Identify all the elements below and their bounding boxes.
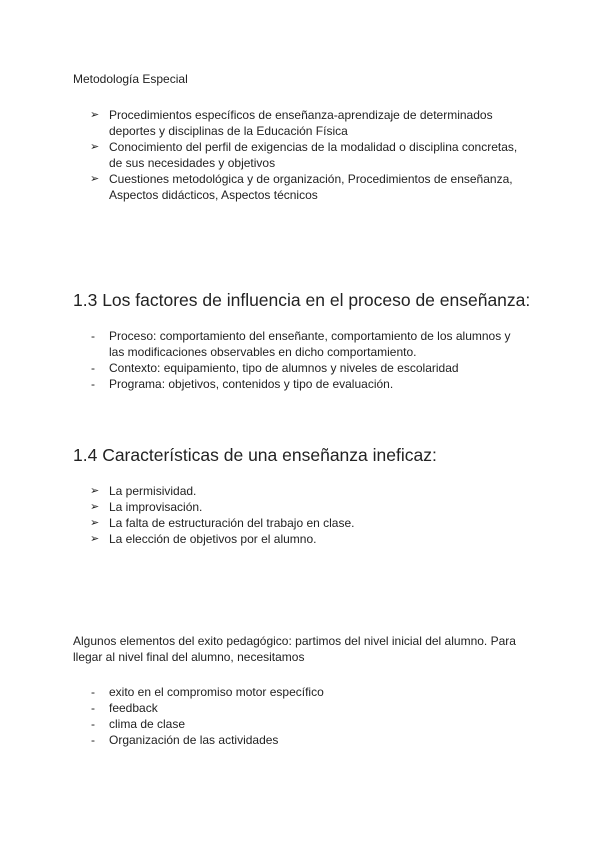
list-item: - Proceso: comportamiento del enseñante, comportamiento de los alumnos y las modificaciones observables en dicho comportamiento. bbox=[91, 329, 511, 359]
dash-bullet: - bbox=[91, 733, 95, 747]
arrow-bullet-icon: ➢ bbox=[90, 109, 100, 121]
list-item: ➢ La elección de objetivos por el alumno. bbox=[90, 532, 317, 546]
dash-bullet: - bbox=[91, 361, 95, 375]
list-item: - exito en el compromiso motor específico bbox=[91, 685, 324, 699]
dash-bullet: - bbox=[91, 701, 95, 715]
list-item: - Programa: objetivos, contenidos y tipo de evaluación. bbox=[91, 377, 394, 391]
exito-list bbox=[0, 684, 324, 748]
dash-bullet: - bbox=[91, 685, 95, 699]
list-item: - feedback bbox=[91, 701, 158, 715]
dash-bullet: - bbox=[91, 717, 95, 731]
dash-bullet: - bbox=[91, 377, 95, 391]
list-item: - clima de clase bbox=[91, 717, 186, 731]
heading-caracteristicas: 1.4 Características de una enseñanza ineficaz: bbox=[73, 445, 437, 465]
arrow-bullet-icon: ➢ bbox=[90, 141, 100, 153]
heading-factores: 1.3 Los factores de influencia en el proceso de enseñanza: bbox=[73, 290, 531, 310]
list-item: - Organización de las actividades bbox=[91, 733, 279, 747]
arrow-bullet-icon: ➢ bbox=[90, 533, 100, 545]
list-item: ➢ Conocimiento del perfil de exigencias de la modalidad o disciplina concretas, de sus necesidades y objetivos bbox=[90, 140, 518, 170]
exito-paragraph: Algunos elementos del exito pedagógico: partimos del nivel inicial del alumno. Para llegar al nivel final del alumno, necesitamos bbox=[73, 634, 516, 664]
list-item: ➢ La falta de estructuración del trabajo en clase. bbox=[90, 516, 355, 530]
list-item: ➢ La improvisación. bbox=[90, 500, 203, 514]
arrow-bullet-icon: ➢ bbox=[90, 517, 100, 529]
dash-bullet: - bbox=[91, 329, 95, 343]
list-item: ➢ Procedimientos específicos de enseñanza-aprendizaje de determinados deportes y disciplinas de la Educación Física bbox=[90, 108, 493, 138]
arrow-bullet-icon: ➢ bbox=[90, 485, 100, 497]
arrow-bullet-icon: ➢ bbox=[90, 173, 100, 185]
section-title-metodologia: Metodología Especial bbox=[73, 72, 188, 86]
factores-list bbox=[0, 328, 511, 392]
list-item: ➢ La permisividad. bbox=[90, 484, 197, 498]
caracteristicas-list bbox=[0, 483, 354, 547]
arrow-bullet-icon: ➢ bbox=[90, 501, 100, 513]
list-item: ➢ Cuestiones metodológica y de organización, Procedimientos de enseñanza, Aspectos didácticos, Aspectos técnicos bbox=[90, 172, 513, 202]
metodologia-list bbox=[0, 107, 517, 203]
list-item: - Contexto: equipamiento, tipo de alumnos y niveles de escolaridad bbox=[91, 361, 459, 375]
